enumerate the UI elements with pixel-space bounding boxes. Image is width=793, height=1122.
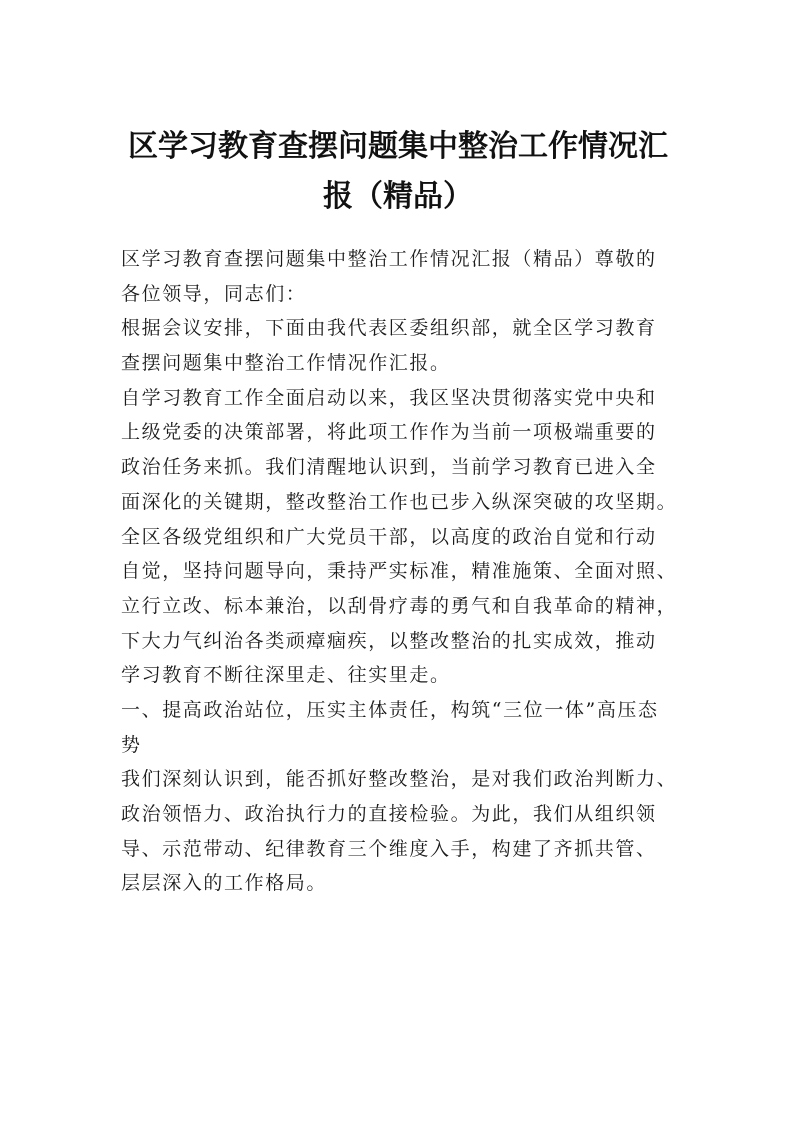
body-line: 自学习教育工作全面启动以来，我区坚决贯彻落实党中央和 bbox=[121, 386, 657, 409]
body-line: 层层深入的工作格局。 bbox=[121, 872, 328, 895]
body-line: 区学习教育查摆问题集中整治工作情况汇报（精品）尊敬的 bbox=[121, 248, 657, 270]
body-line: 各位领导，同志们： bbox=[121, 282, 307, 305]
body-line: 根据会议安排，下面由我代表区委组织部，就全区学习教育 bbox=[121, 317, 657, 340]
section-heading-line: 一、提高政治站位，压实主体责任，构筑“三位一体”高压态 bbox=[121, 698, 659, 721]
body-line: 查摆问题集中整治工作情况作汇报。 bbox=[121, 352, 451, 375]
body-line: 立行立改、标本兼治，以刮骨疗毒的勇气和自我革命的精神， bbox=[121, 594, 678, 617]
body-line: 面深化的关键期，整改整治工作也已步入纵深突破的攻坚期。 bbox=[121, 490, 678, 513]
body-line: 政治任务来抓。我们清醒地认识到，当前学习教育已进入全 bbox=[121, 456, 657, 479]
document-title bbox=[118, 122, 678, 222]
body-line: 学习教育不断往深里走、往实里走。 bbox=[121, 664, 451, 687]
body-line: 全区各级党组织和广大党员干部，以高度的政治自觉和行动 bbox=[121, 525, 657, 548]
body-line: 下大力气纠治各类顽瘴痼疾，以整改整治的扎实成效，推动 bbox=[121, 629, 657, 652]
title-line: 报（精品） bbox=[323, 179, 473, 214]
body-line: 政治领悟力、政治执行力的直接检验。为此，我们从组织领 bbox=[121, 803, 657, 825]
document-body bbox=[121, 242, 681, 901]
body-line: 自觉，坚持问题导向，秉持严实标准，精准施策、全面对照、 bbox=[121, 560, 678, 583]
section-heading-line: 势 bbox=[121, 733, 142, 756]
body-line: 上级党委的决策部署，将此项工作作为当前一项极端重要的 bbox=[121, 421, 657, 444]
title-line: 区学习教育查摆问题集中整治工作情况汇 bbox=[128, 129, 668, 164]
body-line: 导、示范带动、纪律教育三个维度入手，构建了齐抓共管、 bbox=[121, 837, 657, 860]
body-line: 我们深刻认识到，能否抓好整改整治，是对我们政治判断力、 bbox=[121, 768, 678, 791]
